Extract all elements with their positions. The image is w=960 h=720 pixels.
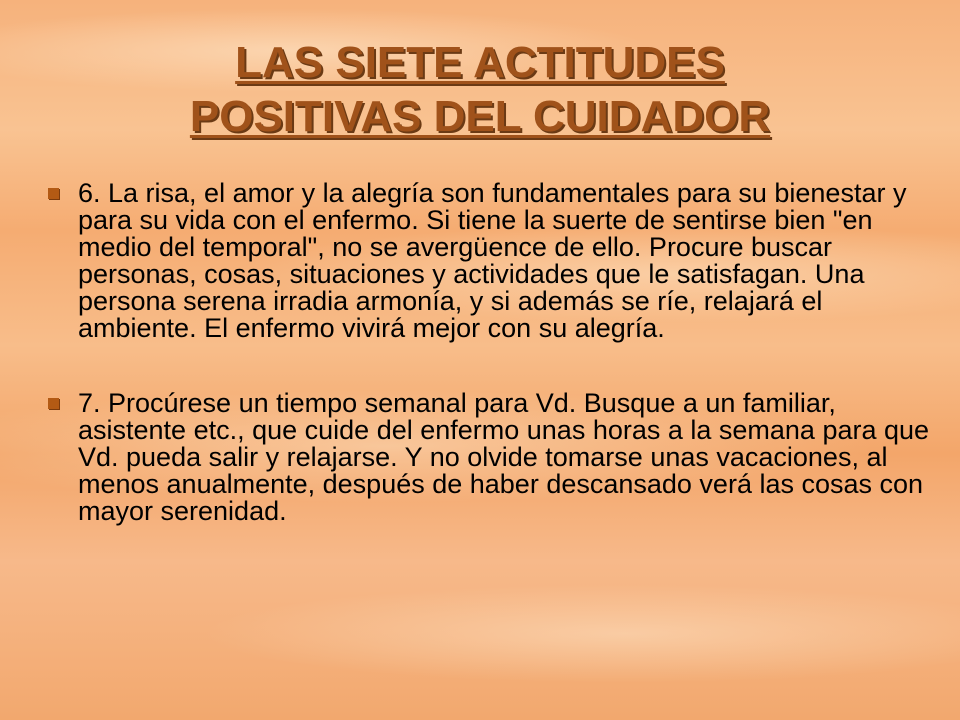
slide-title-line-1: LAS SIETE ACTITUDES [235, 38, 725, 87]
bullet-text: 7. Procúrese un tiempo semanal para Vd. Busque a un familiar, asistente etc., que cuide del enfermo unas horas a la semana para que Vd. pueda salir y relajarse. Y no olvide tomarse unas vacaciones, al menos anualmente, después de haber descansado verá las cosas con mayor serenidad. [78, 388, 930, 526]
square-bullet-icon [48, 398, 59, 409]
bullet-item [48, 390, 938, 525]
bullet-list [48, 180, 938, 573]
square-bullet-icon [48, 188, 59, 199]
bullet-item [48, 180, 938, 342]
slide-title-line-2: POSITIVAS DEL CUIDADOR [189, 92, 771, 141]
slide-title [60, 36, 900, 144]
bullet-text: 6. La risa, el amor y la alegría son fundamentales para su bienestar y para su vida con el enfermo. Si tiene la suerte de sentirse bien "en medio del temporal", no se avergüence de ello. Procure buscar personas, cosas, situaciones y actividades que le satisfagan. Una persona serena irradia armonía, y si además se ríe, relajará el ambiente. El enfermo vivirá mejor con su alegría. [78, 178, 907, 343]
